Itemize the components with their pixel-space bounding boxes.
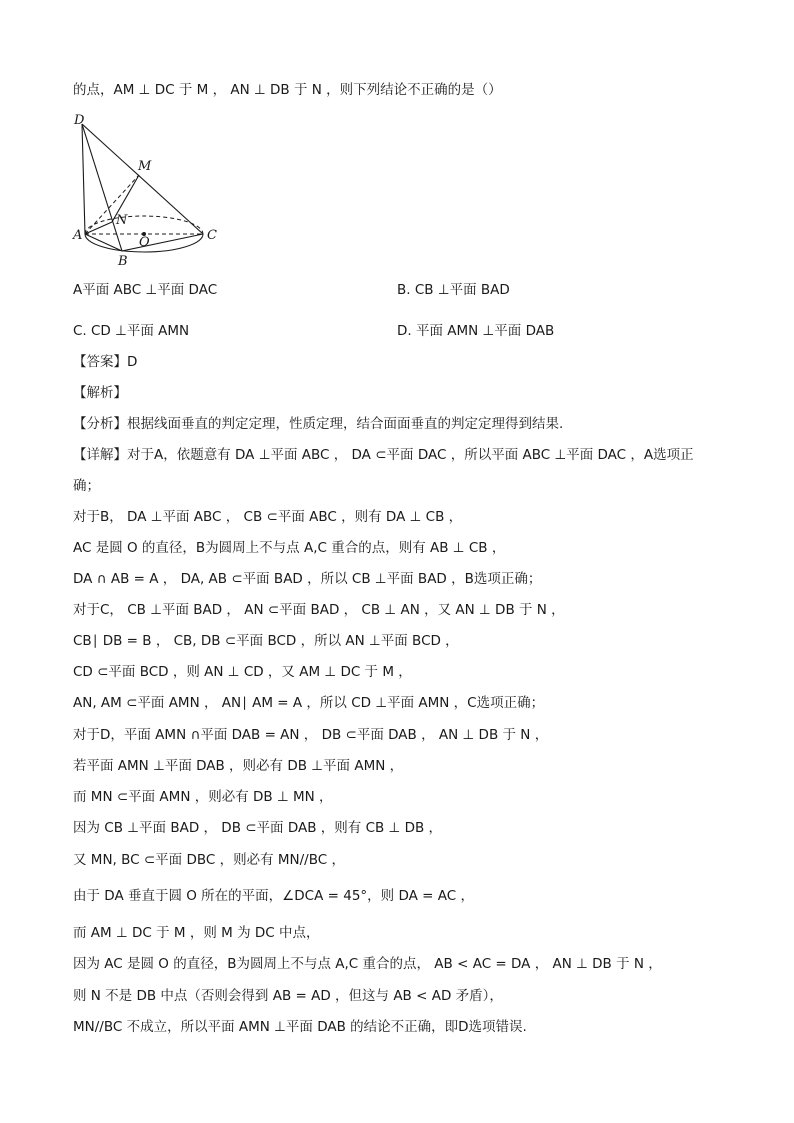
segment-AM <box>85 175 139 234</box>
label-N: N <box>116 213 128 228</box>
solution-line: 由于 DA 垂直于圆 O 所在的平面，∠DCA = 45°，则 DA = AC ， <box>73 888 474 904</box>
solution-line: 对于D，平面 AMN ∩平面 DAB = AN ， DB ⊂平面 DAB ， AN ⊥ DB 于 N ， <box>73 727 549 743</box>
segment-BC <box>122 234 203 251</box>
solution-line: 对于C， CB ⊥平面 BAD ， AN ⊂平面 BAD ， CB ⊥ AN ，又 AN ⊥ DB 于 N ， <box>73 602 565 618</box>
segment-DB <box>82 124 122 251</box>
solution-line: 又 MN, BC ⊂平面 DBC ，则必有 MN//BC ， <box>73 852 345 868</box>
solution-line: AC 是圆 O 的直径，B为圆周上不与点 A,C 重合的点，则有 AB ⊥ CB ， <box>73 540 506 556</box>
question-stem: 的点，AM ⊥ DC 于 M ， AN ⊥ DB 于 N ，则下列结论不正确的是（） <box>73 82 502 98</box>
solution-line: DA ∩ AB = A ， DA, AB ⊂平面 BAD ，所以 CB ⊥平面 BAD ，B选项正确； <box>73 571 542 587</box>
label-D: D <box>74 113 85 128</box>
solution-line: MN//BC 不成立，所以平面 AMN ⊥平面 DAB 的结论不正确，即D选项错误. <box>73 1019 527 1035</box>
solution-line: AN, AM ⊂平面 AMN ， AN∣ AM = A ，所以 CD ⊥平面 AMN ，C选项正确； <box>73 695 545 711</box>
solution-line: 因为 AC 是圆 O 的直径，B为圆周上不与点 A,C 重合的点， AB < AC = DA ， AN ⊥ DB 于 N ， <box>73 956 662 972</box>
solution-line: 若平面 AMN ⊥平面 DAB ，则必有 DB ⊥平面 AMN ， <box>73 758 404 774</box>
answer-line: 【答案】D <box>73 354 138 370</box>
analysis-heading: 【解析】 <box>73 385 127 401</box>
solution-line: 【分析】根据线面垂直的判定定理，性质定理，结合面面垂直的判定定理得到结果. <box>73 416 564 432</box>
option-a: A平面 ABC ⊥平面 DAC <box>73 282 218 298</box>
label-M: M <box>138 159 152 174</box>
solution-line: CB∣ DB = B ， CB, DB ⊂平面 BCD ，所以 AN ⊥平面 BCD ， <box>73 633 459 649</box>
geometry-figure <box>68 112 228 272</box>
solution-line: 而 AM ⊥ DC 于 M ，则 M 为 DC 中点， <box>73 925 320 941</box>
segment-AB <box>85 234 122 251</box>
label-B: B <box>118 254 128 269</box>
solution-line: 对于B， DA ⊥平面 ABC ， CB ⊂平面 ABC ，则有 DA ⊥ CB ， <box>73 509 463 525</box>
segment-DA <box>82 124 85 234</box>
option-d: D. 平面 AMN ⊥平面 DAB <box>397 323 555 339</box>
label-A: A <box>73 228 83 243</box>
label-O: O <box>139 235 150 250</box>
solution-line: CD ⊂平面 BCD ，则 AN ⊥ CD ，又 AM ⊥ DC 于 M ， <box>73 664 412 680</box>
solution-line: 因为 CB ⊥平面 BAD ， DB ⊂平面 DAB ，则有 CB ⊥ DB ， <box>73 820 443 836</box>
option-c: C. CD ⊥平面 AMN <box>73 323 190 339</box>
solution-line: 确； <box>73 478 100 494</box>
solution-line: 而 MN ⊂平面 AMN ，则必有 DB ⊥ MN ， <box>73 789 333 805</box>
ellipse-back-arc <box>85 216 203 234</box>
label-C: C <box>207 228 217 243</box>
solution-line: 则 N 不是 DB 中点（否则会得到 AB = AD ，但这与 AB < AD 矛盾）， <box>73 988 503 1004</box>
solution-line: 【详解】对于A，依题意有 DA ⊥平面 ABC ， DA ⊂平面 DAC ，所以平面 ABC ⊥平面 DAC ，A选项正 <box>73 447 694 463</box>
option-b: B. CB ⊥平面 BAD <box>397 282 510 298</box>
